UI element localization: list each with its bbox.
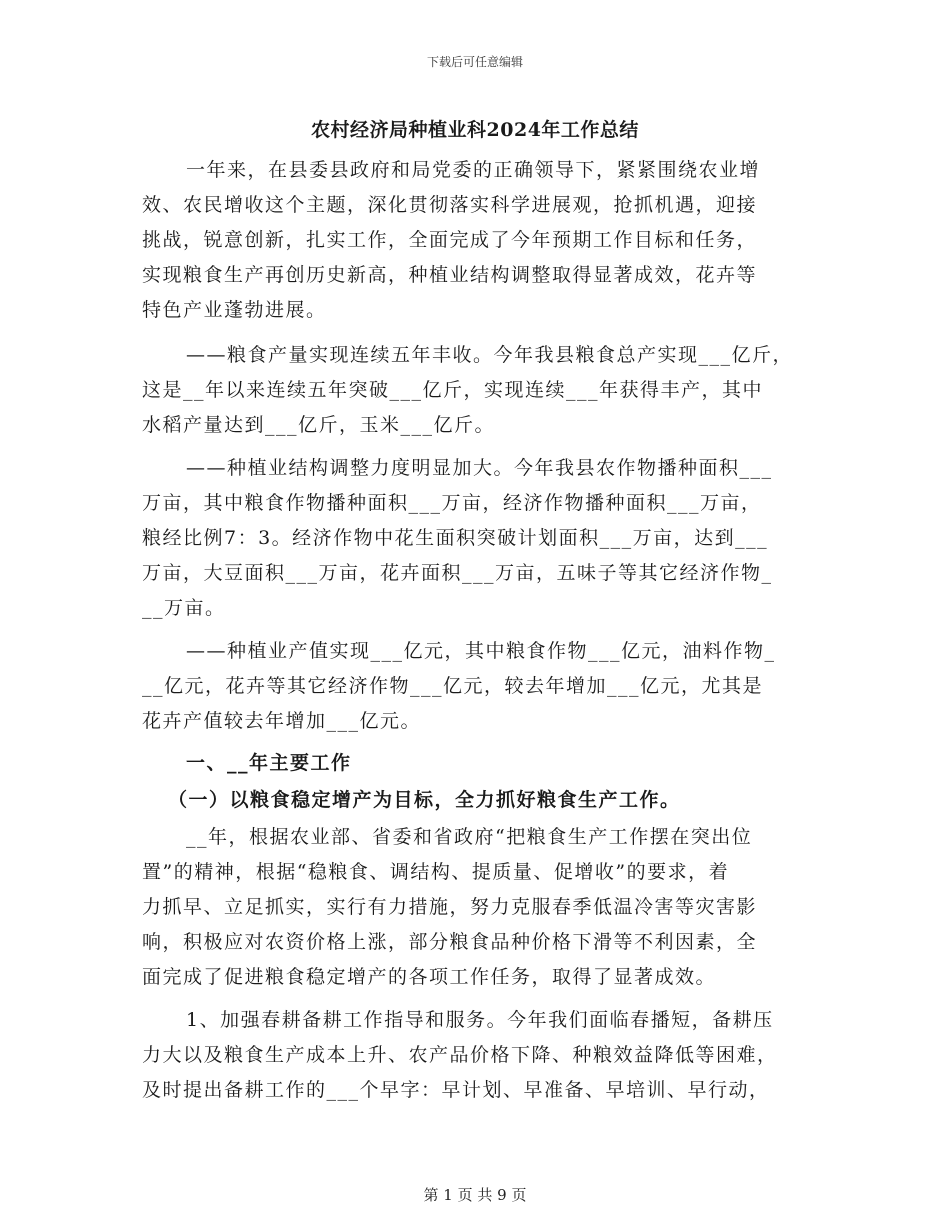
body-line: 置”的精神，根据“稳粮食、调结构、提质量、促增收”的要求，着 bbox=[142, 861, 730, 883]
body-line: 挑战，锐意创新，扎实工作，全面完成了今年预期工作目标和任务， bbox=[142, 229, 758, 251]
body-line: ——种植业结构调整力度明显加大。今年我县农作物播种面积___ bbox=[186, 457, 773, 479]
body-line: __亿元，花卉等其它经济作物___亿元，较去年增加___亿元，尤其是 bbox=[142, 675, 764, 697]
section-heading: 一、__年主要工作 bbox=[186, 752, 352, 774]
body-line: 力大以及粮食生产成本上升、农产品价格下降、种粮效益降低等困难， bbox=[142, 1044, 778, 1066]
body-line: 力抓早、立足抓实，实行有力措施，努力克服春季低温冷害等灾害影 bbox=[142, 896, 758, 918]
body-line: 效、农民增收这个主题，深化贯彻落实科学进展观，抢抓机遇，迎接 bbox=[142, 194, 758, 216]
body-line: 特色产业蓬勃进展。 bbox=[142, 299, 327, 321]
body-line: 这是__年以来连续五年突破___亿斤，实现连续___年获得丰产，其中 bbox=[142, 379, 764, 401]
page-number: 第 1 页 共 9 页 bbox=[423, 1186, 527, 1204]
body-line: 万亩，其中粮食作物播种面积___万亩，经济作物播种面积___万亩， bbox=[142, 492, 762, 514]
body-line: 万亩，大豆面积___万亩，花卉面积___万亩，五味子等其它经济作物_ bbox=[142, 562, 773, 584]
document-title: 农村经济局种植业科2024年工作总结 bbox=[311, 119, 639, 141]
page-header-note: 下载后可任意编辑 bbox=[426, 55, 523, 69]
body-line: __年，根据农业部、省委和省政府“把粮食生产工作摆在突出位 bbox=[186, 826, 753, 848]
body-line: 花卉产值较去年增加___亿元。 bbox=[142, 710, 422, 732]
body-line: __万亩。 bbox=[142, 597, 226, 619]
body-line: 及时提出备耕工作的___个早字：早计划、早准备、早培训、早行动， bbox=[142, 1079, 770, 1101]
body-line: 粮经比例7：3。经济作物中花生面积突破计划面积___万亩，达到___ bbox=[142, 527, 769, 549]
body-line: ——种植业产值实现___亿元，其中粮食作物___亿元，油料作物_ bbox=[186, 640, 776, 662]
body-line: ——粮食产量实现连续五年丰收。今年我县粮食总产实现___亿斤， bbox=[186, 344, 794, 366]
body-line: 1、加强春耕备耕工作指导和服务。今年我们面临春播短，备耕压 bbox=[186, 1009, 774, 1031]
body-line: 一年来，在县委县政府和局党委的正确领导下，紧紧围绕农业增 bbox=[186, 159, 761, 181]
body-line: 面完成了促进粮食稳定增产的各项工作任务，取得了显著成效。 bbox=[142, 966, 717, 988]
body-line: 响，积极应对农资价格上涨，部分粮食品种价格下滑等不利因素，全 bbox=[142, 931, 758, 953]
body-line: 水稻产量达到___亿斤，玉米___亿斤。 bbox=[142, 414, 496, 436]
subsection-heading: （一）以粮食稳定增产为目标，全力抓好粮食生产工作。 bbox=[168, 789, 681, 811]
body-line: 实现粮食生产再创历史新高，种植业结构调整取得显著成效，花卉等 bbox=[142, 264, 758, 286]
